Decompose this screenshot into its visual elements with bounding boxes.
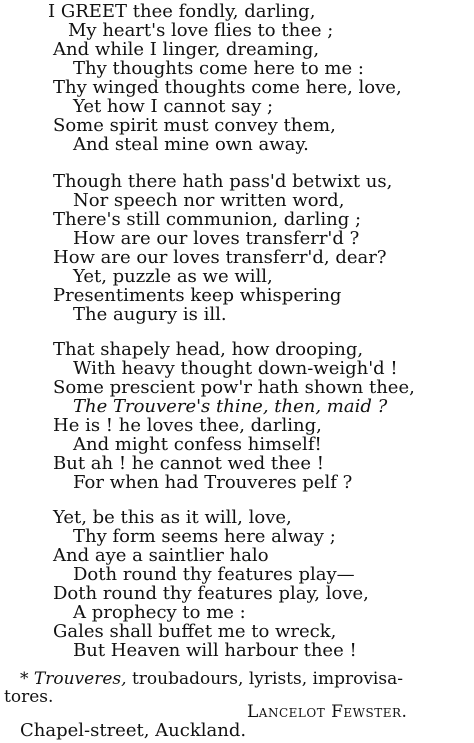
author-signature: Lancelot Fewster. (247, 702, 408, 722)
poem-line: And while I linger, dreaming, (53, 39, 320, 60)
poem-line: Some prescient pow'r hath shown thee, (53, 377, 415, 398)
poem-line: But ah ! he cannot wed thee ! (53, 453, 324, 474)
poem-line: And steal mine own away. (73, 134, 309, 155)
poem-line: A prophecy to me : (73, 602, 246, 623)
poem-line: Thy winged thoughts come here, love, (53, 77, 402, 98)
author-address: Chapel-street, Auckland. (20, 720, 247, 741)
poem-line: Thy form seems here alway ; (73, 526, 336, 547)
poem-line: Though there hath pass'd betwixt us, (53, 171, 393, 192)
poem-line: Doth round thy features play, love, (53, 583, 369, 604)
footnote-text: troubadours, lyrists, improvisa- (126, 669, 403, 689)
poem-line: Yet how I cannot say ; (73, 96, 274, 117)
poem-line: How are our loves transferr'd ? (73, 228, 360, 249)
poem-line: My heart's love flies to thee ; (68, 20, 334, 41)
poem-line: Thy thoughts come here to me : (73, 58, 364, 79)
poem-line: With heavy thought down-weigh'd ! (73, 358, 398, 379)
poem-line: There's still communion, darling ; (53, 209, 362, 230)
poem-line: Some spirit must convey them, (53, 115, 336, 136)
poem-line: Yet, be this as it will, love, (53, 507, 292, 528)
poem-line: Presentiments keep whispering (53, 285, 342, 306)
poem-line: And aye a saintlier halo (53, 545, 269, 566)
footnote-continuation: tores. (4, 687, 54, 707)
poem-line: I GREET thee fondly, darling, (48, 1, 316, 22)
poem-line: The augury is ill. (73, 304, 227, 325)
poem-line: How are our loves transferr'd, dear? (53, 247, 387, 268)
poem-line: Gales shall buffet me to wreck, (53, 621, 337, 642)
poem-line: Doth round thy features play— (73, 564, 355, 585)
poem-line: And might confess himself! (73, 434, 322, 455)
footnote-term: * Trouveres, (20, 669, 127, 689)
poem-line: For when had Trouveres pelf ? (73, 472, 353, 493)
poem-line: But Heaven will harbour thee ! (73, 640, 357, 661)
poem-line: Nor speech nor written word, (73, 190, 345, 211)
poem-line: He is ! he loves thee, darling, (53, 415, 322, 436)
poem-line: The Trouvere's thine, then, maid ? (73, 396, 388, 417)
poem-line: That shapely head, how drooping, (53, 339, 364, 360)
footnote (20, 670, 403, 689)
poem-line: Yet, puzzle as we will, (73, 266, 273, 287)
